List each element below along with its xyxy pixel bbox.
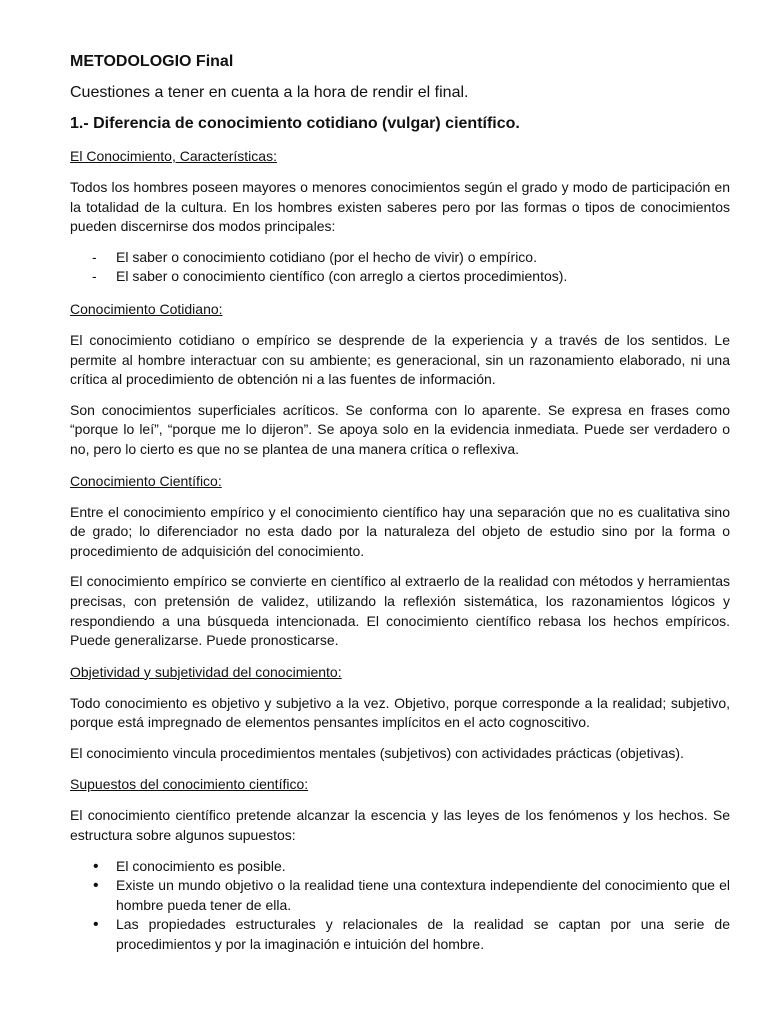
- bullet-marker: •: [93, 877, 99, 895]
- paragraph: Entre el conocimiento empírico y el conocimiento científico hay una separación que no es cualitativa sino de grado; lo diferenciador no esta dado por la naturaleza del objeto de estudio sino por la forma o procedimiento de adquisición del conocimiento.: [70, 503, 730, 559]
- dash-marker: -: [92, 248, 97, 265]
- section-title-cientifico: Conocimiento Científico:: [70, 472, 222, 489]
- dash-list: [70, 248, 730, 287]
- paragraph: Todos los hombres poseen mayores o menores conocimientos según el grado y modo de participación en la totalidad de la cultura. En los hombres existen saberes pero por las formas o tipos de conocimientos pueden discernirse dos modos principales:: [70, 179, 730, 235]
- section-title-cotidiano: Conocimiento Cotidiano:: [70, 300, 223, 317]
- section-title-objetividad: Objetividad y subjetividad del conocimiento:: [70, 663, 342, 680]
- document-title: METODOLOGIO Final: [70, 53, 234, 70]
- list-item: [70, 857, 730, 877]
- section-title-supuestos: Supuestos del conocimiento científico:: [70, 776, 309, 793]
- bullet-list: [70, 857, 730, 955]
- section-title-caracteristicas: El Conocimiento, Características:: [70, 148, 277, 164]
- section-heading-1: 1.- Diferencia de conocimiento cotidiano (vulgar) científico.: [70, 115, 520, 132]
- list-item-text: El saber o conocimiento cotidiano (por el hecho de vivir) o empírico.: [116, 248, 537, 265]
- document-subtitle: Cuestiones a tener en cuenta a la hora de rendir el final.: [70, 84, 469, 101]
- paragraph: El conocimiento científico pretende alcanzar la escencia y las leyes de los fenómenos y los hechos. Se estructura sobre algunos supuestos:: [70, 807, 730, 844]
- list-item-text: Existe un mundo objetivo o la realidad tiene una contextura independiente del conocimiento que el hombre pueda tener de ella.: [116, 877, 730, 913]
- paragraph: El conocimiento empírico se convierte en científico al extraerlo de la realidad con métodos y herramientas precisas, con pretensión de validez, utilizando la reflexión sistemática, los razonamientos lógicos y respondiendo a una búsqueda intencionada. El conocimiento científico rebasa los hechos empíricos. Puede generalizarse. Puede pronosticarse.: [70, 573, 730, 649]
- paragraph: Todo conocimiento es objetivo y subjetivo a la vez. Objetivo, porque corresponde a la realidad; subjetivo, porque está impregnado de elementos pensantes implícitos en el acto cognoscitivo.: [70, 694, 730, 731]
- paragraph: El conocimiento cotidiano o empírico se desprende de la experiencia y a través de los sentidos. Le permite al hombre interactuar con su ambiente; es generacional, sin un razonamiento elaborado, ni una crítica al procedimiento de obtención ni a las fuentes de información.: [70, 331, 730, 388]
- list-item: [70, 267, 730, 287]
- bullet-marker: •: [93, 857, 99, 875]
- list-item-text: El conocimiento es posible.: [116, 857, 286, 874]
- list-item-text: Las propiedades estructurales y relacionales de la realidad se captan por una serie de procedimientos y por la imaginación e intuición del hombre.: [116, 916, 730, 953]
- dash-marker: -: [92, 268, 97, 285]
- paragraph: Son conocimientos superficiales acríticos. Se conforma con lo aparente. Se expresa en frases como “porque lo leí”, “porque me lo dijeron”. Se apoya solo en la evidencia inmediata. Puede ser verdadero o no, pero lo cierto es que no se plantea de una manera crítica o reflexiva.: [70, 401, 730, 457]
- list-item: [70, 915, 730, 954]
- list-item: [70, 248, 730, 268]
- list-item-text: El saber o conocimiento científico (con arreglo a ciertos procedimientos).: [116, 268, 568, 285]
- list-item: [70, 876, 730, 915]
- bullet-marker: •: [93, 916, 99, 934]
- paragraph: El conocimiento vincula procedimientos mentales (subjetivos) con actividades prácticas (objetivas).: [70, 744, 684, 761]
